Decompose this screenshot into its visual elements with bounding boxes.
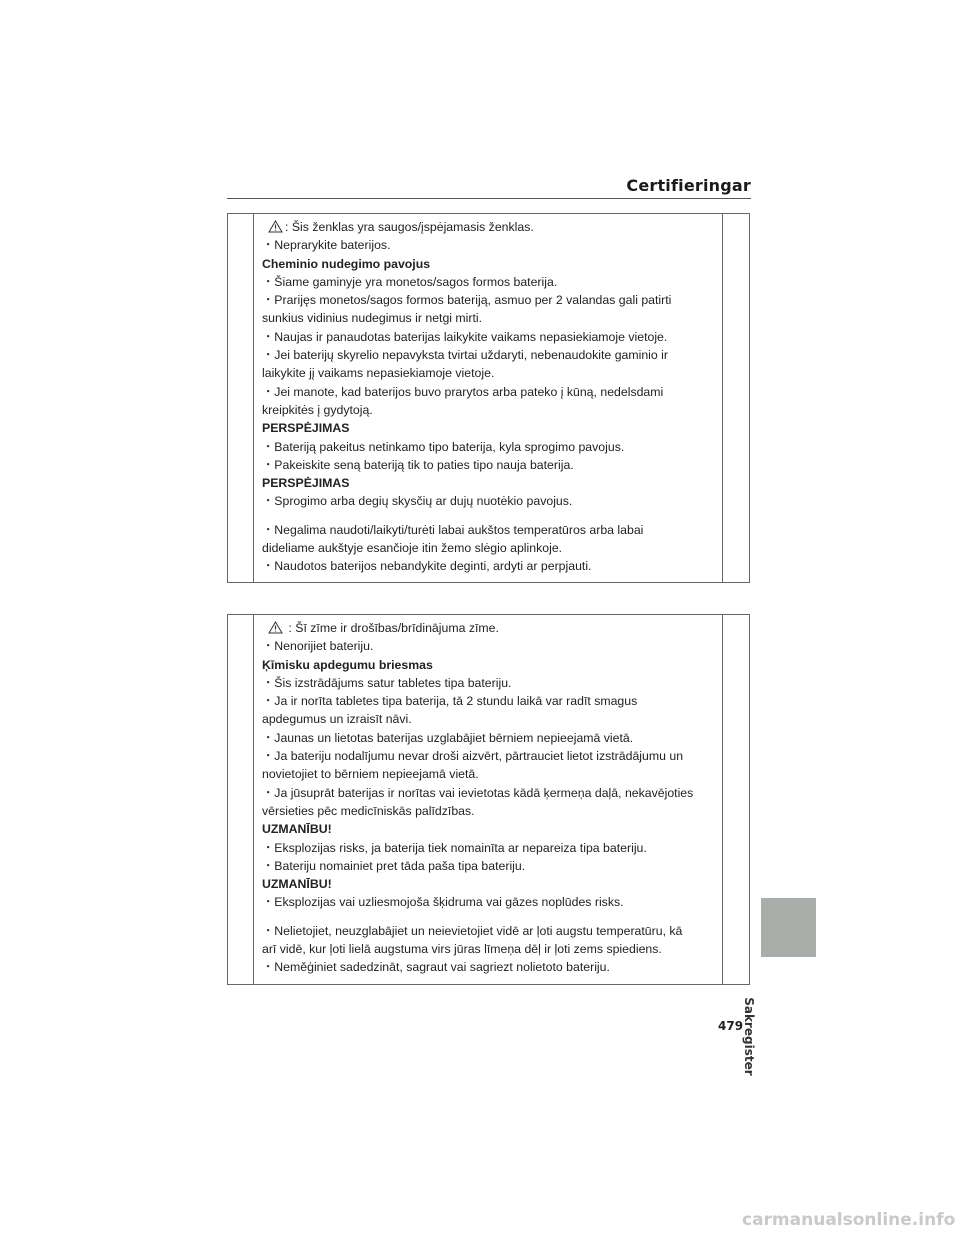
text-line (262, 218, 719, 236)
text-line (262, 692, 719, 710)
header-rule (227, 198, 751, 199)
text-line-content: ・Neměģiniet sadedzināt, sagraut vai sagriezt nolietoto bateriju. (262, 960, 610, 975)
panel-left-column-rule (253, 214, 254, 582)
warning-heading (262, 255, 719, 273)
warning-panel-latvian (227, 614, 750, 985)
text-line-content: arī vidē, kur ļoti lielā augstuma virs jūras līmeņa dēļ ir ļoti zems spiediens. (262, 942, 662, 957)
text-line-content: ・Šiame gaminyje yra monetos/sagos formos baterija. (262, 274, 558, 289)
text-line (262, 765, 719, 783)
panel-left-column-rule (253, 615, 254, 984)
text-line (262, 309, 719, 327)
text-line-content: PERSPĖJIMAS (262, 476, 350, 491)
text-line-content: ・Naujas ir panaudotas baterijas laikykite vaikams nepasiekiamoje vietoje. (262, 329, 668, 344)
text-line-content: ・Ja ir norīta tabletes tipa baterija, tā 2 stundu laikā var radīt smagus (262, 694, 638, 709)
text-line-content: ・Nenorijiet bateriju. (262, 639, 374, 654)
panel-right-column-rule (722, 214, 723, 582)
text-line (262, 857, 719, 875)
text-line (262, 328, 719, 346)
text-line (262, 729, 719, 747)
text-line-content: kreipkitės į gydytoją. (262, 402, 373, 417)
warning-panel-lithuanian (227, 213, 750, 583)
panel-text-lithuanian (262, 218, 719, 576)
paragraph-gap (262, 511, 719, 521)
text-line (262, 383, 719, 401)
text-line (262, 557, 719, 575)
text-line-content: ・Ja bateriju nodalījumu nevar droši aizvērt, pārtrauciet lietot izstrādājumu un (262, 749, 684, 764)
text-line-content: laikykite jį vaikams nepasiekiamoje vietoje. (262, 366, 495, 381)
text-line-content: UZMANĪBU! (262, 822, 332, 837)
text-line (262, 492, 719, 510)
text-line-content: ・Nelietojiet, neuzglabājiet un neievietojiet vidē ar ļoti augstu temperatūru, kā (262, 923, 683, 938)
watermark-text: carmanualsonline.info (742, 1210, 956, 1230)
text-line-content: sunkius vidinius nudegimus ir netgi mirti. (262, 311, 483, 326)
page-number: 479 (718, 1019, 744, 1033)
text-line-content: PERSPĖJIMAS (262, 421, 350, 436)
text-line-content: ・Sprogimo arba degių skysčių ar dujų nuotėkio pavojus. (262, 494, 573, 509)
panel-right-column-rule (722, 615, 723, 984)
warning-heading (262, 875, 719, 893)
text-line (262, 839, 719, 857)
text-line-content: : Šis ženklas yra saugos/įspėjamasis ženklas. (285, 220, 534, 234)
text-line (262, 539, 719, 557)
text-line-content: dideliame aukštyje esančioje itin žemo slėgio aplinkoje. (262, 541, 563, 556)
text-line-content: ・Jei baterijų skyrelio nepavyksta tvirtai uždaryti, nebenaudokite gaminio ir (262, 348, 668, 363)
text-line-content: ・Bateriją pakeitus netinkamo tipo baterija, kyla sprogimo pavojus. (262, 439, 625, 454)
text-line-content: apdegumus un izraisīt nāvi. (262, 712, 412, 727)
text-line-content: ・Prarijęs monetos/sagos formos bateriją, asmuo per 2 valandas gali patirti (262, 293, 672, 308)
text-line-content: ・Ja jūsuprāt baterijas ir norītas vai ievietotas kādā ķermeņa daļā, nekavējoties (262, 785, 694, 800)
panel-text-latvian (262, 619, 719, 977)
warning-heading (262, 474, 719, 492)
warning-triangle-icon (268, 220, 283, 233)
text-line-content: Cheminio nudegimo pavojus (262, 256, 431, 271)
text-line (262, 710, 719, 728)
text-line (262, 893, 719, 911)
text-line (262, 401, 719, 419)
text-line (262, 637, 719, 655)
paragraph-gap (262, 912, 719, 922)
text-line (262, 674, 719, 692)
text-line-content: ・Jaunas un lietotas baterijas uzglabājiet bērniem nepieejamā vietā. (262, 730, 634, 745)
section-title: Certifieringar (626, 176, 751, 195)
text-line-content: ・Negalima naudoti/laikyti/turėti labai aukštos temperatūros arba labai (262, 522, 644, 537)
text-line-content: Ķīmisku apdegumu briesmas (262, 657, 433, 672)
text-line-content: ・Naudotos baterijos nebandykite deginti, ardyti ar perpjauti. (262, 559, 592, 574)
text-line (262, 922, 719, 940)
text-line (262, 802, 719, 820)
text-line (262, 438, 719, 456)
text-line-content: ・Jei manote, kad baterijos buvo prarytos arba pateko į kūną, nedelsdami (262, 384, 664, 399)
text-line-content: UZMANĪBU! (262, 877, 332, 892)
text-line-content: novietojiet to bērniem nepieejamā vietā. (262, 767, 479, 782)
text-line-content: : Šī zīme ir drošības/brīdinājuma zīme. (285, 621, 499, 635)
text-line-content: vērsieties pēc medicīniskās palīdzības. (262, 803, 475, 818)
text-line (262, 273, 719, 291)
warning-heading (262, 419, 719, 437)
text-line-content: ・Pakeiskite seną bateriją tik to paties tipo nauja baterija. (262, 457, 574, 472)
text-line (262, 940, 719, 958)
text-line (262, 747, 719, 765)
section-tab-label: Sakregister (741, 997, 756, 1076)
text-line-content: ・Eksplozijas risks, ja baterija tiek nomainīta ar nepareiza tipa bateriju. (262, 840, 647, 855)
text-line (262, 958, 719, 976)
text-line (262, 346, 719, 364)
text-line-content: ・Bateriju nomainiet pret tāda paša tipa bateriju. (262, 858, 526, 873)
text-line-content: ・Šis izstrādājums satur tabletes tipa bateriju. (262, 675, 512, 690)
text-line (262, 456, 719, 474)
text-line (262, 364, 719, 382)
section-tab (761, 898, 816, 957)
text-line (262, 291, 719, 309)
warning-heading (262, 820, 719, 838)
text-line-content: ・Eksplozijas vai uzliesmojoša šķidruma vai gāzes noplūdes risks. (262, 895, 624, 910)
text-line-content: ・Neprarykite baterijos. (262, 238, 391, 253)
text-line (262, 521, 719, 539)
text-line (262, 619, 719, 637)
warning-triangle-icon (268, 621, 283, 634)
text-line (262, 784, 719, 802)
text-line (262, 236, 719, 254)
warning-heading (262, 656, 719, 674)
